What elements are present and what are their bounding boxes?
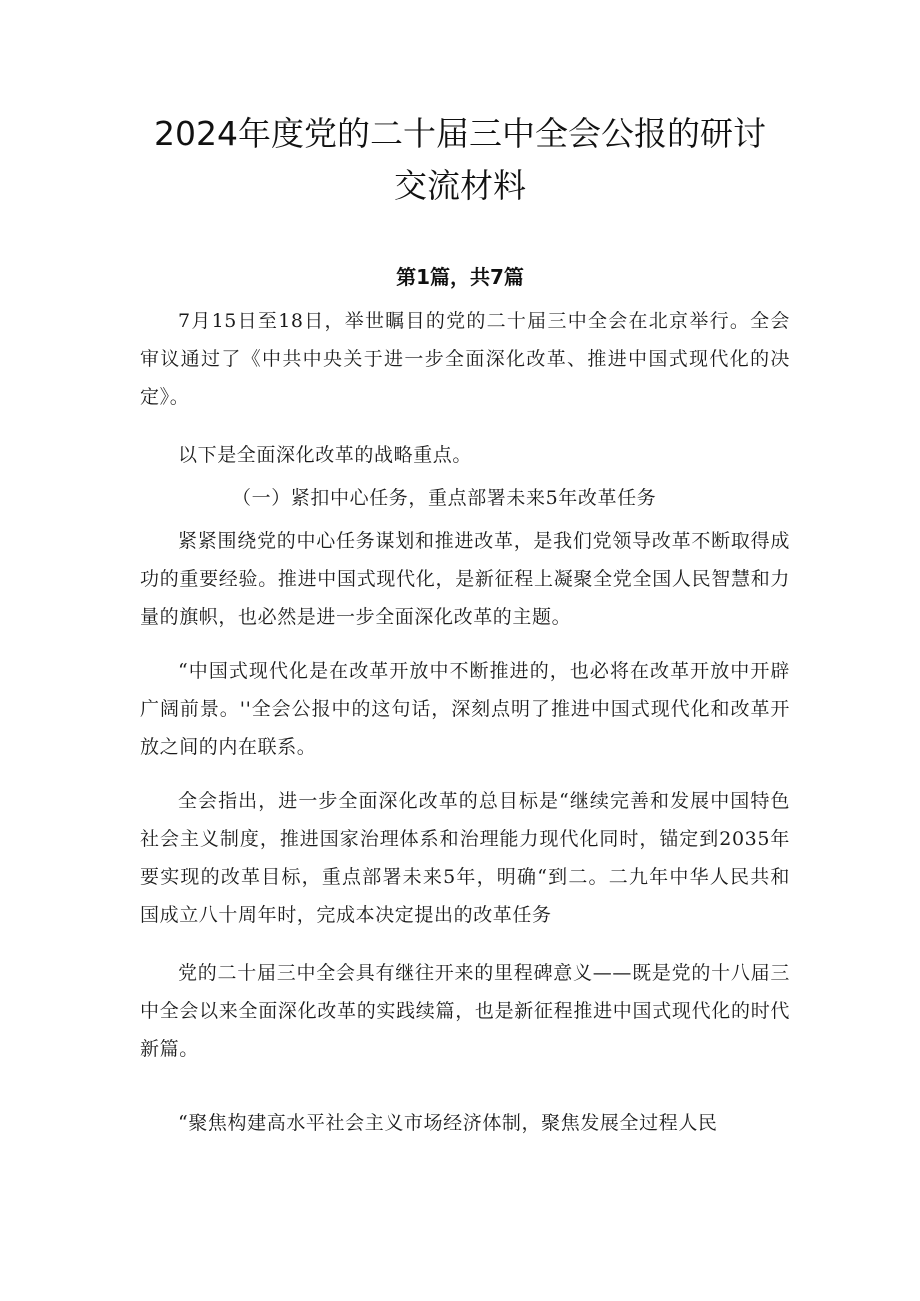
section-heading-1: （一）紧扣中心任务，重点部署未来5年改革任务 xyxy=(232,487,657,509)
paragraph-3: 紧紧围绕党的中心任务谋划和推进改革，是我们党领导改革不断取得成功的重要经验。推进中国式现代化，是新征程上凝聚全党全国人民智慧和力量的旗帜，也必然是进一步全面深化改革的主题。 xyxy=(140,530,790,628)
paragraph-7: “聚焦构建高水平社会主义市场经济体制，聚焦发展全过程人民 xyxy=(178,1112,718,1134)
title-line-1: 2024年度党的二十届三中全会公报的研讨 xyxy=(154,114,766,153)
paragraph-4: “中国式现代化是在改革开放中不断推进的，也必将在改革开放中开辟广阔前景。''全会公报中的这句话，深刻点明了推进中国式现代化和改革开放之间的内在联系。 xyxy=(140,660,790,758)
document-title xyxy=(100,108,820,212)
paragraph-1: 7月15日至18日，举世瞩目的党的二十届三中全会在北京举行。全会审议通过了《中共中央关于进一步全面深化改革、推进中国式现代化的决定》。 xyxy=(140,310,790,408)
paragraph-6: 党的二十届三中全会具有继往开来的里程碑意义——既是党的十八届三中全会以来全面深化改革的实践续篇，也是新征程推进中国式现代化的时代新篇。 xyxy=(140,962,790,1060)
paragraph-2: 以下是全面深化改革的战略重点。 xyxy=(178,444,473,466)
title-line-2: 交流材料 xyxy=(394,166,526,205)
part-label: 第1篇，共7篇 xyxy=(396,265,524,289)
paragraph-5: 全会指出，进一步全面深化改革的总目标是“继续完善和发展中国特色社会主义制度，推进国家治理体系和治理能力现代化同时，锚定到2035年要实现的改革目标，重点部署未来5年，明确“到二。二九年中华人民共和国成立八十周年时，完成本决定提出的改革任务 xyxy=(140,790,790,926)
